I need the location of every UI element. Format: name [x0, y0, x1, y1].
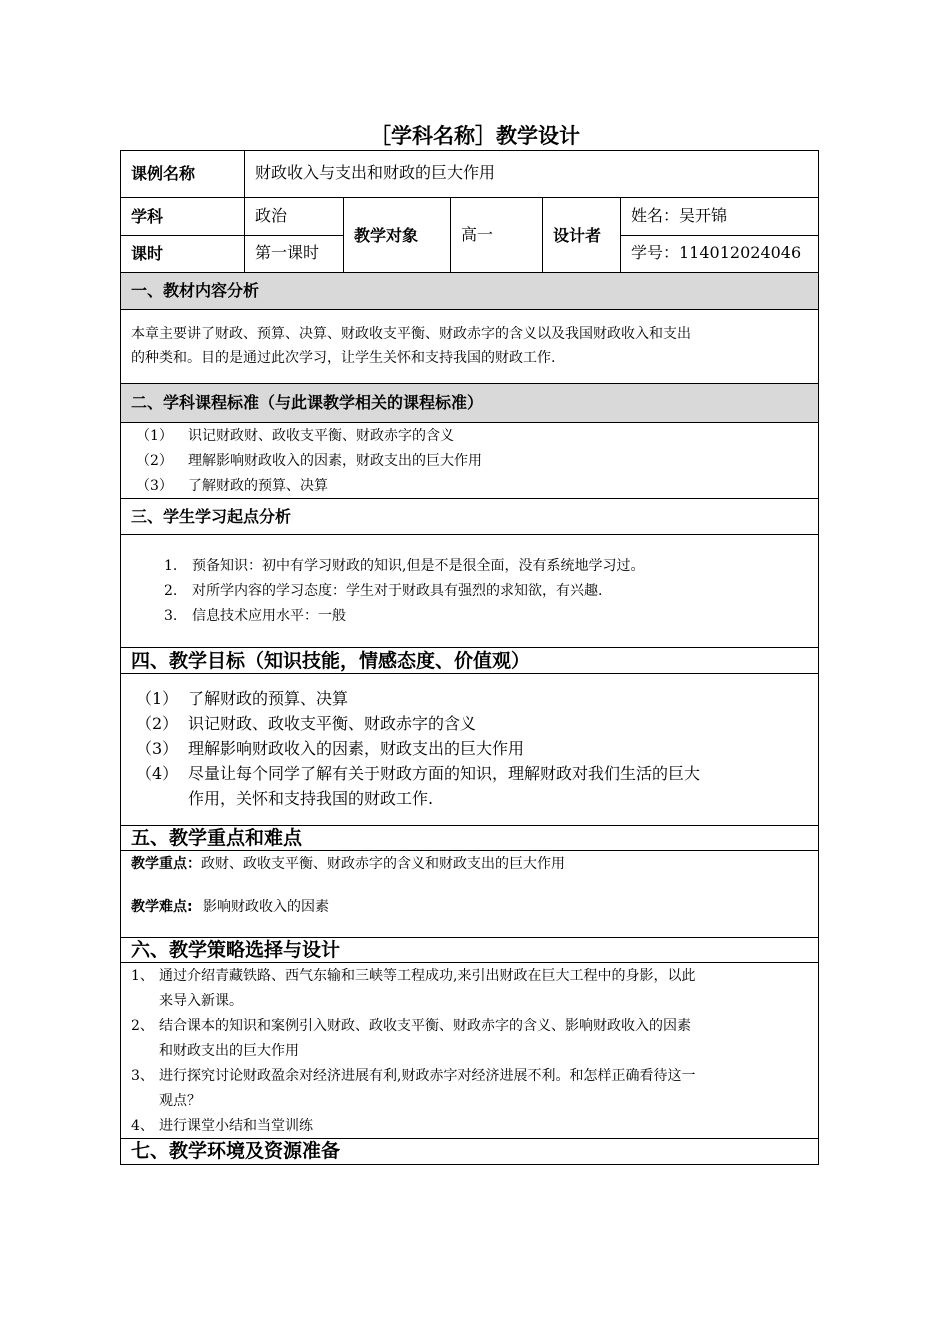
list-number: （4） — [136, 764, 179, 783]
row-split-line — [120, 235, 244, 236]
designer-name: 姓名：吴开锦 — [631, 206, 728, 225]
subject-label: 学科 — [131, 207, 164, 226]
list-item: 了解财政的预算、决算 — [188, 478, 328, 494]
course-name-label: 课例名称 — [131, 164, 196, 183]
list-item: 信息技术应用水平：一般 — [192, 608, 346, 624]
document-title: ［学科名称］教学设计 — [370, 124, 580, 148]
difficult-point-label: 教学难点: — [131, 899, 193, 915]
list-number: 2. — [164, 583, 178, 599]
list-item: 进行探究讨论财政盈余对经济进展有利,财政赤字对经济进展不利。和怎样正确看待这一 — [159, 1068, 696, 1084]
row-divider — [120, 962, 819, 963]
list-number: （2） — [136, 714, 179, 733]
teaching-target-value: 高一 — [461, 225, 494, 244]
row-split-line — [620, 235, 819, 236]
key-point-label: 教学重点： — [131, 856, 201, 872]
list-item-continued: 来导入新课。 — [159, 993, 243, 1009]
list-item: 尽量让每个同学了解有关于财政方面的知识，理解财政对我们生活的巨大 — [188, 764, 701, 783]
col-divider — [244, 150, 245, 272]
section-1-text-line: 本章主要讲了财政、预算、决算、财政收支平衡、财政赤字的含义以及我国财政收入和支出 — [131, 326, 691, 342]
col-divider — [450, 197, 451, 272]
col-divider — [542, 197, 543, 272]
section-3-heading: 三、学生学习起点分析 — [131, 507, 292, 526]
section-2-heading: 二、学科课程标准（与此课教学相关的课程标准） — [121, 384, 818, 422]
list-number: 3. — [164, 608, 178, 624]
subject-value: 政治 — [255, 206, 288, 225]
row-divider — [120, 309, 819, 310]
list-item: 结合课本的知识和案例引入财政、政收支平衡、财政赤字的含义、影响财政收入的因素 — [159, 1018, 691, 1034]
list-item: 通过介绍青藏铁路、西气东输和三峡等工程成功,来引出财政在巨大工程中的身影，以此 — [159, 968, 696, 984]
key-point-text: 政财、政收支平衡、财政赤字的含义和财政支出的巨大作用 — [201, 856, 565, 872]
list-number: （3） — [136, 478, 173, 494]
list-item: 进行课堂小结和当堂训练 — [159, 1118, 313, 1134]
row-divider — [120, 850, 819, 851]
section-6-heading: 六、教学策略选择与设计 — [131, 939, 341, 961]
difficult-point-text: 影响财政收入的因素 — [203, 899, 329, 915]
teaching-target-label: 教学对象 — [354, 226, 419, 245]
student-id: 学号：114012024046 — [631, 243, 802, 262]
list-item: 对所学内容的学习态度：学生对于财政具有强烈的求知欲，有兴趣. — [192, 583, 603, 599]
row-split-line — [244, 235, 343, 236]
row-divider — [120, 534, 819, 535]
lesson-period-value: 第一课时 — [255, 243, 320, 262]
list-item: 识记财政财、政收支平衡、财政赤字的含义 — [188, 428, 454, 444]
list-item-continued: 观点？ — [159, 1093, 201, 1109]
list-number: （3） — [136, 739, 179, 758]
col-divider — [343, 197, 344, 272]
list-number: 3、 — [131, 1068, 154, 1084]
designer-label: 设计者 — [553, 226, 602, 245]
list-item-continued: 作用，关怀和支持我国的财政工作. — [188, 789, 434, 808]
row-divider — [120, 673, 819, 674]
list-item: 理解影响财政收入的因素，财政支出的巨大作用 — [188, 739, 525, 758]
list-item: 预备知识：初中有学习财政的知识,但是不是很全面，没有系统地学习过。 — [192, 558, 645, 574]
row-divider — [120, 422, 819, 423]
course-name-value: 财政收入与支出和财政的巨大作用 — [255, 163, 496, 182]
lesson-period-label: 课时 — [131, 244, 164, 263]
list-number: 4、 — [131, 1118, 154, 1134]
list-number: 1、 — [131, 968, 154, 984]
section-4-heading: 四、教学目标（知识技能，情感态度、价值观） — [131, 650, 531, 672]
list-item: 了解财政的预算、决算 — [188, 689, 349, 708]
list-item: 识记财政、政收支平衡、财政赤字的含义 — [188, 714, 477, 733]
list-number: （1） — [136, 689, 179, 708]
row-divider — [120, 197, 819, 198]
list-number: 2、 — [131, 1018, 154, 1034]
list-number: （1） — [136, 428, 173, 444]
section-1-heading: 一、教材内容分析 — [121, 273, 818, 309]
section-5-heading: 五、教学重点和难点 — [131, 827, 303, 849]
list-number: （2） — [136, 453, 173, 469]
list-item-continued: 和财政支出的巨大作用 — [159, 1043, 299, 1059]
section-7-heading: 七、教学环境及资源准备 — [131, 1140, 341, 1162]
list-number: 1. — [164, 558, 178, 574]
section-1-text-line: 的种类和。目的是通过此次学习，让学生关怀和支持我国的财政工作. — [131, 350, 556, 366]
list-item: 理解影响财政收入的因素，财政支出的巨大作用 — [188, 453, 482, 469]
